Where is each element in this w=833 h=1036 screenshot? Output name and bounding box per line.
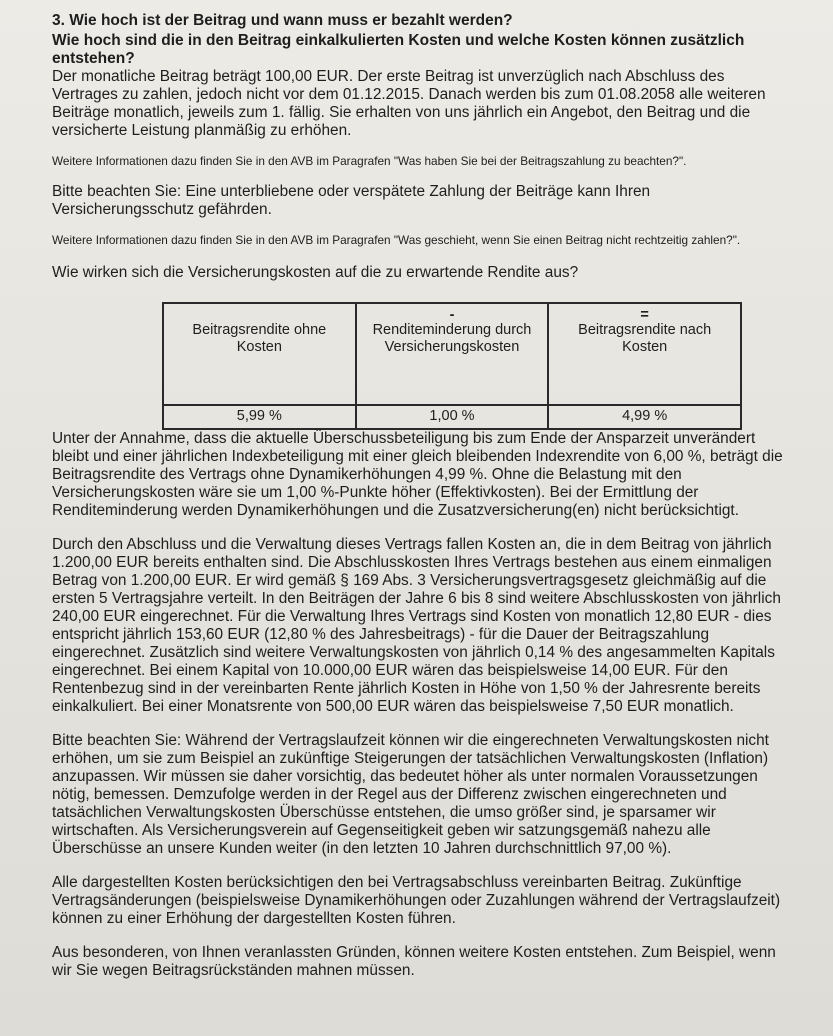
- paragraph-alle-kosten: Alle dargestellten Kosten berücksichtigen den bei Vertragsabschluss vereinbarten Beitrag. Zukünftige Vertragsänderungen (beispielsweise Dynamikerhöhungen oder Zuzahlungen während der Vertragslaufzeit) können zu einer Erhöhung der dargestellten Kosten führen.: [52, 874, 781, 927]
- operator-minus: -: [449, 307, 455, 323]
- value-minderung: 1,00 %: [356, 405, 549, 429]
- section-subheading: Wie hoch sind die in den Beitrag einkalkulierten Kosten und welche Kosten können zusätzlich entstehen?: [52, 32, 745, 67]
- rendite-table-header-nach-kosten: [548, 303, 741, 405]
- operator-equals: =: [640, 307, 649, 323]
- header-label: Beitragsrendite nach Kosten: [578, 322, 712, 355]
- value-ohne-kosten: 5,99 %: [163, 405, 356, 429]
- paragraph-beitrag: Der monatliche Beitrag beträgt 100,00 EUR. Der erste Beitrag ist unverzüglich nach Abschluss des Vertrages zu zahlen, jedoch nicht vor dem 01.12.2015. Danach werden bis zum 01.08.2058 alle weiteren Beiträge monatlich, jeweils zum 1. fällig. Sie erhalten von uns jährlich ein Angebot, den Beitrag und die versicherte Leistung planmäßig zu erhöhen.: [52, 68, 766, 139]
- paragraph-frage-rendite: Wie wirken sich die Versicherungskosten auf die zu erwartende Rendite aus?: [52, 264, 579, 281]
- paragraph-hinweis-zahlung: Bitte beachten Sie: Eine unterbliebene oder verspätete Zahlung der Beiträge kann Ihren Versicherungsschutz gefährden.: [52, 183, 651, 218]
- paragraph-info-verspaetet: Weitere Informationen dazu finden Sie in den AVB im Paragrafen "Was geschieht, wenn Sie einen Beitrag nicht rechtzeitig zahlen?".: [52, 233, 741, 247]
- header-label: Beitragsrendite ohne Kosten: [192, 322, 327, 355]
- rendite-table-value-row: [163, 405, 741, 429]
- paragraph-verwaltungskosten: Bitte beachten Sie: Während der Vertragslaufzeit können wir die eingerechneten Verwaltungskosten nicht erhöhen, um sie zum Beispiel an zukünftige Steigerungen der tatsächlichen Verwaltungskosten (Inflation) anzupassen. Wir müssen sie daher vorsichtig, das bedeutet höher als unter normalen Voraussetzungen nötig, bemessen. Demzufolge werden in der Regel aus der Differenz zwischen eingerechneten und tatsächlichen Verwaltungskosten Überschüsse entstehen, die umso größer sind, je sparsamer wir wirtschaften. Als Versicherungsverein auf Gegenseitigkeit geben wir satzungsgemäß nahezu alle Überschüsse an unsere Kunden weiter (in den letzten 10 Jahren durchschnittlich 97,00 %).: [52, 732, 769, 857]
- paragraph-info-beitragszahlung: Weitere Informationen dazu finden Sie in den AVB im Paragrafen "Was haben Sie bei der Beitragszahlung zu beachten?".: [52, 154, 687, 168]
- rendite-table-header-ohne-kosten: [163, 303, 356, 405]
- operator-empty: [170, 304, 349, 322]
- paragraph-annahme: Unter der Annahme, dass die aktuelle Überschussbeteiligung bis zum Ende der Ansparzeit unverändert bleibt und einer jährlichen Indexbeteiligung mit einer gleich bleibenden Indexrendite von 6,00 %, beträgt die Beitragsrendite des Vertrags ohne Dynamikerhöhungen 4,99 %. Ohne die Belastung mit den Versicherungskosten wäre sie um 1,00 %-Punkte höher (Effektivkosten). Bei der Ermittlung der Renditeminderung werden Dynamikerhöhungen und die Zusatzversicherung(en) nicht berücksichtigt.: [52, 430, 783, 519]
- paragraph-kosten: Durch den Abschluss und die Verwaltung dieses Vertrags fallen Kosten an, die in dem Beitrag von jährlich 1.200,00 EUR bereits enthalten sind. Die Abschlusskosten Ihres Vertrags bestehen aus einem einmaligen Betrag von 1.200,00 EUR. Er wird gemäß § 169 Abs. 3 Versicherungsvertragsgesetz gleichmäßig auf die ersten 5 Vertragsjahre verteilt. In den Beiträgen der Jahre 6 bis 8 sind weitere Abschlusskosten von jährlich 240,00 EUR eingerechnet. Für die Verwaltung Ihres Vertrags sind Kosten von monatlich 12,80 EUR - dies entspricht jährlich 153,60 EUR (12,80 % des Jahresbeitrags) - für die Dauer der Beitragszahlung eingerechnet. Zusätzlich sind weitere Verwaltungskosten von jährlich 0,14 % des angesammelten Kapitals eingerechnet. Bei einem Kapital von 10.000,00 EUR wären das beispielsweise 14,00 EUR. Für den Rentenbezug sind in der vereinbarten Rente jährlich Kosten in Höhe von 1,50 % der Jahresrente bereits einkalkuliert. Bei einer Monatsrente von 500,00 EUR wären das beispielsweise 7,50 EUR monatlich.: [52, 536, 781, 715]
- rendite-table: [162, 302, 742, 430]
- section-heading: 3. Wie hoch ist der Beitrag und wann muss er bezahlt werden?: [52, 12, 513, 29]
- rendite-table-header-row: [163, 303, 741, 405]
- header-label: Renditeminderung durch Versicherungskosten: [372, 322, 532, 355]
- rendite-table-header-minderung: [356, 303, 549, 405]
- value-nach-kosten: 4,99 %: [548, 405, 741, 429]
- paragraph-besondere-gruende: Aus besonderen, von Ihnen veranlassten Gründen, können weitere Kosten entstehen. Zum Beispiel, wenn wir Sie wegen Beitragsrückständen mahnen müssen.: [52, 944, 776, 979]
